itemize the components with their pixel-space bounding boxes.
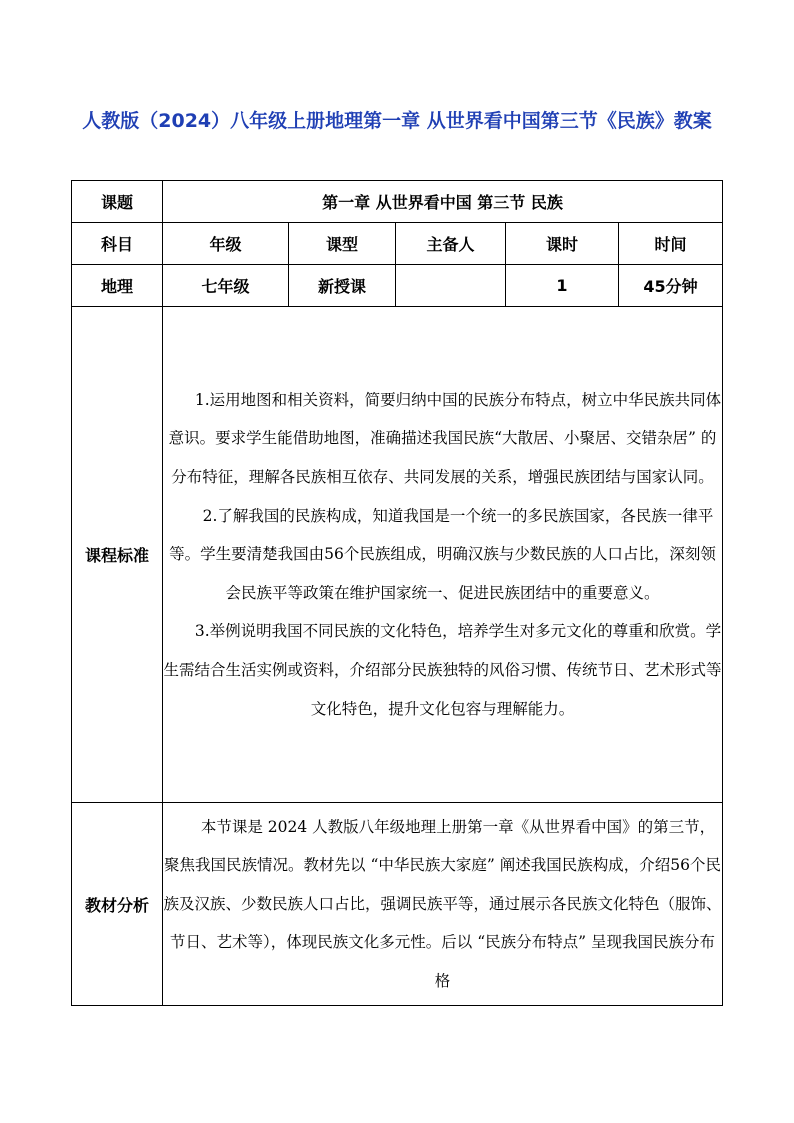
topic-label: 课题 [72, 181, 163, 223]
analysis-label: 教材分析 [72, 803, 163, 1006]
analysis-paragraph: 本节课是 2024 人教版八年级地理上册第一章《从世界看中国》的第三节，聚焦我国民族情况。教材先以 “中华民族大家庭” 阐述我国民族构成，介绍56个民族及汉族、少数民族人口占比，强调民族平等，通过展示各民族文化特色（服饰、节日、艺术等），体现民族文化多元性。后以 “民族分布特点” 呈现我国民族分布格 [163, 817, 722, 990]
header-cell: 课时 [506, 223, 619, 265]
value-cell: 地理 [72, 265, 163, 307]
value-cell: 45分钟 [619, 265, 723, 307]
curriculum-paragraph: 3.举例说明我国不同民族的文化特色，培养学生对多元文化的尊重和欣赏。学生需结合生活实例或资料，介绍部分民族独特的风俗习惯、传统节日、艺术形式等文化特色，提升文化包容与理解能力。 [163, 622, 722, 718]
value-cell: 新授课 [289, 265, 396, 307]
topic-row [72, 181, 723, 223]
value-cell: 1 [506, 265, 619, 307]
document-title: 人教版（2024）八年级上册地理第一章 从世界看中国第三节《民族》教案 [82, 110, 712, 132]
header-row [72, 223, 723, 265]
value-cell [396, 265, 506, 307]
curriculum-paragraph: 1.运用地图和相关资料，简要归纳中国的民族分布特点，树立中华民族共同体意识。要求学生能借助地图，准确描述我国民族“大散居、小聚居、交错杂居” 的分布特征，理解各民族相互依存、共同发展的关系，增强民族团结与国家认同。 [168, 390, 722, 487]
analysis-row [72, 803, 723, 1006]
lesson-plan-table [71, 180, 723, 1006]
curriculum-paragraph: 2.了解我国的民族构成，知道我国是一个统一的多民族国家，各民族一律平等。学生要清楚我国由56个民族组成，明确汉族与少数民族的人口占比，深刻领会民族平等政策在维护国家统一、促进民族团结中的重要意义。 [169, 506, 716, 602]
value-cell: 七年级 [163, 265, 289, 307]
curriculum-content [163, 307, 723, 803]
analysis-content [163, 803, 723, 1006]
topic-value: 第一章 从世界看中国 第三节 民族 [163, 181, 723, 223]
header-cell: 科目 [72, 223, 163, 265]
header-cell: 主备人 [396, 223, 506, 265]
header-cell: 年级 [163, 223, 289, 265]
header-cell: 课型 [289, 223, 396, 265]
value-row [72, 265, 723, 307]
header-cell: 时间 [619, 223, 723, 265]
curriculum-label: 课程标准 [72, 307, 163, 803]
curriculum-row [72, 307, 723, 803]
